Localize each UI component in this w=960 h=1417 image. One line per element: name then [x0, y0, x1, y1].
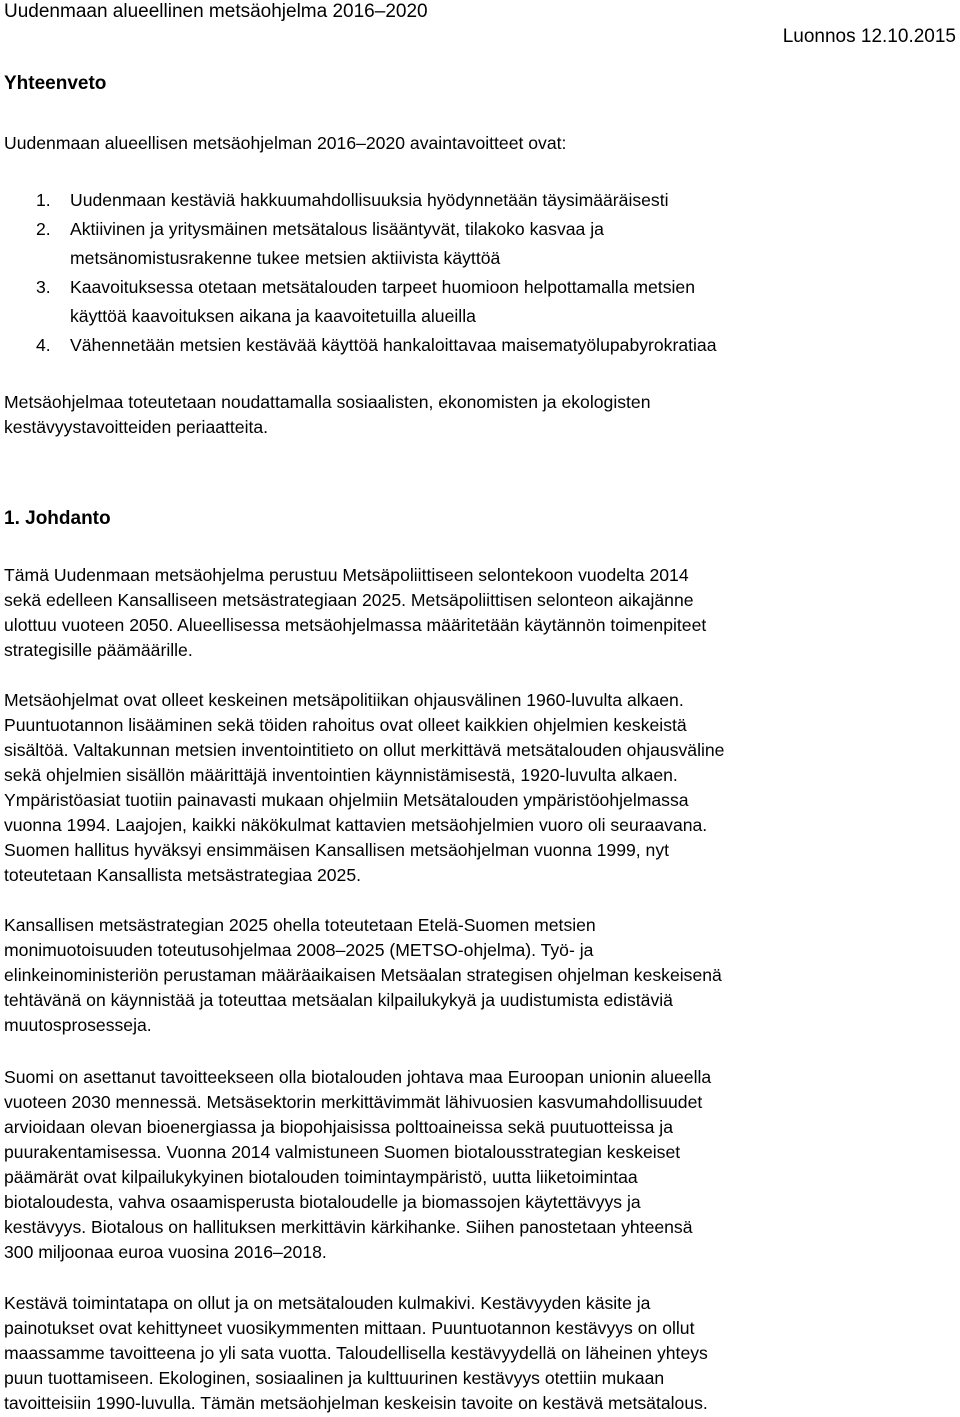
summary-closing — [4, 390, 944, 440]
draft-date: Luonnos 12.10.2015 — [782, 26, 956, 47]
introduction-heading: 1. Johdanto — [4, 508, 111, 529]
paragraph-line: sekä ohjelmien sisällön määrittäjä inventointien käynnistämisestä, 1920-luvulta alkaen. — [4, 765, 678, 785]
paragraph-line: vuoteen 2030 mennessä. Metsäsektorin merkittävimmät lähivuosien kasvumahdollisuudet — [4, 1092, 703, 1112]
paragraph-line: maassamme tavoitteena jo yli sata vuotta. Taloudellisella kestävyydellä on läheinen yhteys — [4, 1343, 708, 1363]
paragraph-line: toteutetaan Kansallista metsästrategiaa 2025. — [4, 865, 361, 885]
intro-paragraph-1 — [4, 563, 944, 663]
summary-intro-line: Uudenmaan alueellisen metsäohjelman 2016–2020 avaintavoitteet ovat: — [4, 133, 567, 153]
goal-item — [36, 186, 936, 215]
paragraph-line: Kansallisen metsästrategian 2025 ohella toteutetaan Etelä-Suomen metsien — [4, 915, 596, 935]
goal-item — [36, 215, 936, 273]
summary-heading: Yhteenveto — [4, 73, 107, 94]
paragraph-line: kestävyystavoitteiden periaatteita. — [4, 417, 269, 437]
paragraph-line: strategisille päämäärille. — [4, 640, 193, 660]
paragraph-line: 300 miljoonaa euroa vuosina 2016–2018. — [4, 1242, 327, 1262]
key-goals-list — [36, 186, 936, 360]
goal-number: 1. — [36, 190, 51, 210]
paragraph-line: kestävyys. Biotalous on hallituksen merkittävin kärkihanke. Siihen panostetaan yhteensä — [4, 1217, 693, 1237]
paragraph-line: sisältöä. Valtakunnan metsien inventointitieto on ollut merkittävä metsätalouden ohjausväline — [4, 740, 725, 760]
goal-text: Uudenmaan kestäviä hakkuumahdollisuuksia hyödynnetään täysimääräisesti — [70, 190, 669, 210]
paragraph-line: muutosprosesseja. — [4, 1015, 152, 1035]
goal-text: Aktiivinen ja yritysmäinen metsätalous lisääntyvät, tilakoko kasvaa ja — [70, 219, 604, 239]
summary-intro — [4, 131, 944, 156]
goal-number: 2. — [36, 219, 51, 239]
paragraph-line: Suomi on asettanut tavoitteekseen olla biotalouden johtava maa Euroopan unionin alueella — [4, 1067, 712, 1087]
intro-paragraph-3 — [4, 913, 944, 1038]
intro-paragraph-5 — [4, 1291, 944, 1416]
paragraph-line: monimuotoisuuden toteutusohjelmaa 2008–2025 (METSO-ohjelma). Työ- ja — [4, 940, 594, 960]
paragraph-line: Tämä Uudenmaan metsäohjelma perustuu Metsäpoliittiseen selontekoon vuodelta 2014 — [4, 565, 689, 585]
goal-text: käyttöä kaavoituksen aikana ja kaavoitetuilla alueilla — [70, 306, 476, 326]
document-title: Uudenmaan alueellinen metsäohjelma 2016–2020 — [4, 1, 428, 22]
paragraph-line: arvioidaan olevan bioenergiassa ja biopohjaisissa polttoaineissa sekä puutuotteissa ja — [4, 1117, 674, 1137]
paragraph-line: tehtävänä on käynnistää ja toteuttaa metsäalan kilpailukykyä ja uudistumista edistäviä — [4, 990, 673, 1010]
paragraph-line: puurakentamisessa. Vuonna 2014 valmistuneen Suomen biotalousstrategian keskeiset — [4, 1142, 681, 1162]
intro-paragraph-4 — [4, 1065, 944, 1265]
paragraph-line: Suomen hallitus hyväksyi ensimmäisen Kansallisen metsäohjelman vuonna 1999, nyt — [4, 840, 670, 860]
paragraph-line: Metsäohjelmat ovat olleet keskeinen metsäpolitiikan ohjausvälinen 1960-luvulta alkaen. — [4, 690, 684, 710]
paragraph-line: Ympäristöasiat tuotiin painavasti mukaan ohjelmiin Metsätalouden ympäristöohjelmassa — [4, 790, 689, 810]
goal-item — [36, 273, 936, 331]
paragraph-line: puun tuottamiseen. Ekologinen, sosiaalinen ja kulttuurinen kestävyys otettiin mukaan — [4, 1368, 665, 1388]
paragraph-line: painotukset ovat kehittyneet vuosikymmenten mittaan. Puuntuotannon kestävyys on ollut — [4, 1318, 695, 1338]
paragraph-line: tavoitteisiin 1990-luvulla. Tämän metsäohjelman keskeisin tavoite on kestävä metsätalous. — [4, 1393, 708, 1413]
goal-text: metsänomistusrakenne tukee metsien aktiivista käyttöä — [70, 248, 501, 268]
paragraph-line: elinkeinoministeriön perustaman määräaikaisen Metsäalan strategisen ohjelman keskeisenä — [4, 965, 722, 985]
paragraph-line: sekä edelleen Kansalliseen metsästrategiaan 2025. Metsäpoliittisen selonteon aikajänne — [4, 590, 694, 610]
paragraph-line: biotaloudesta, vahva osaamisperusta biotaloudelle ja biomassojen käytettävyys ja — [4, 1192, 641, 1212]
paragraph-line: Puuntuotannon lisääminen sekä töiden rahoitus ovat olleet kaikkien ohjelmien keskeistä — [4, 715, 687, 735]
paragraph-line: vuonna 1994. Laajojen, kaikki näkökulmat kattavien metsäohjelmien vuoro oli seuraavana. — [4, 815, 708, 835]
intro-paragraph-2 — [4, 688, 944, 888]
goal-item — [36, 331, 936, 360]
paragraph-line: Kestävä toimintatapa on ollut ja on metsätalouden kulmakivi. Kestävyyden käsite ja — [4, 1293, 651, 1313]
paragraph-line: Metsäohjelmaa toteutetaan noudattamalla sosiaalisten, ekonomisten ja ekologisten — [4, 392, 651, 412]
goal-number: 3. — [36, 277, 51, 297]
goal-number: 4. — [36, 335, 51, 355]
paragraph-line: päämärät ovat kilpailukykyinen biotalouden toimintaympäristö, uutta liiketoimintaa — [4, 1167, 638, 1187]
goal-text: Vähennetään metsien kestävää käyttöä hankaloittavaa maisematyölupabyrokratiaa — [70, 335, 717, 355]
paragraph-line: ulottuu vuoteen 2050. Alueellisessa metsäohjelmassa määritetään käytännön toimenpiteet — [4, 615, 707, 635]
goal-text: Kaavoituksessa otetaan metsätalouden tarpeet huomioon helpottamalla metsien — [70, 277, 695, 297]
